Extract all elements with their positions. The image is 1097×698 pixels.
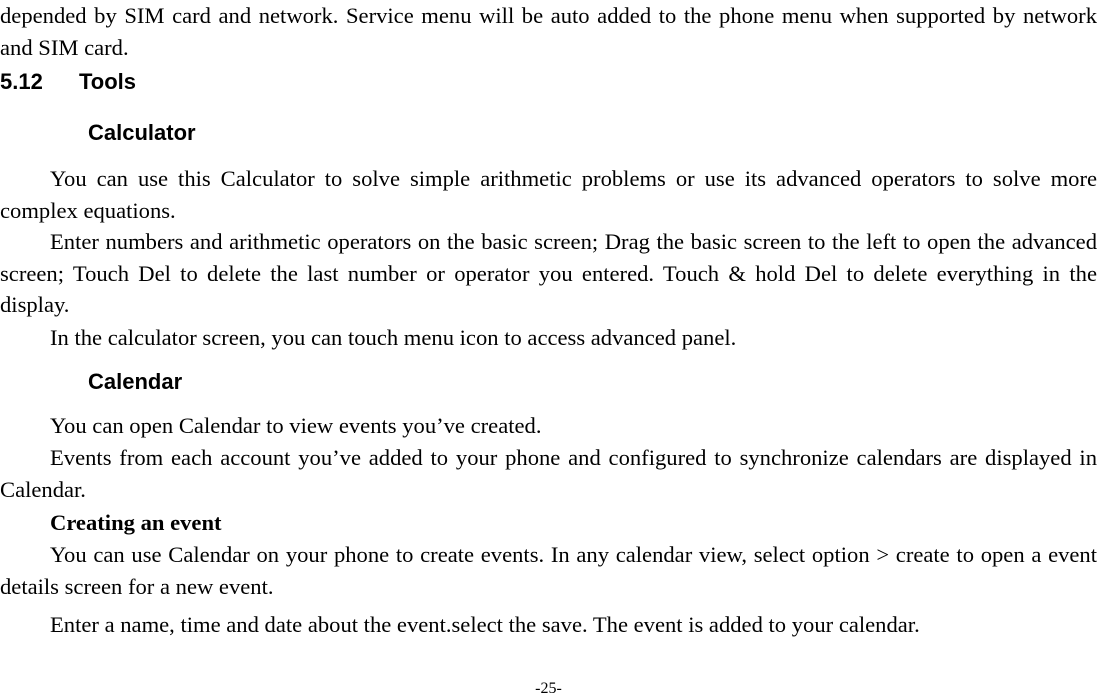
section-number: 5.12 xyxy=(0,69,43,94)
calendar-paragraph-4: Enter a name, time and date about the event.select the save. The event is added to your calendar. xyxy=(50,612,920,637)
calendar-paragraph-3: You can use Calendar on your phone to create events. In any calendar view, select option > create to open a event details screen for a new event. xyxy=(0,542,1097,599)
subsection-calculator-heading: Calculator xyxy=(88,120,196,145)
calculator-paragraph-3: In the calculator screen, you can touch menu icon to access advanced panel. xyxy=(50,325,737,350)
calendar-paragraph-2: Events from each account you’ve added to your phone and configured to synchronize calendars are displayed in Calendar. xyxy=(0,445,1097,502)
page-number: -25- xyxy=(535,680,562,697)
calculator-paragraph-1: You can use this Calculator to solve simple arithmetic problems or use its advanced operators to solve more complex equations. xyxy=(0,166,1097,223)
creating-event-heading: Creating an event xyxy=(50,510,222,535)
section-title: Tools xyxy=(79,69,137,94)
subsection-calendar-heading: Calendar xyxy=(88,369,183,394)
calculator-paragraph-2: Enter numbers and arithmetic operators on the basic screen; Drag the basic screen to the left to open the advanced screen; Touch Del to delete the last number or operator you entered. Touch & hold Del to delete everything in the display. xyxy=(0,229,1097,317)
calendar-paragraph-1: You can open Calendar to view events you’ve created. xyxy=(50,413,542,438)
intro-paragraph: depended by SIM card and network. Service menu will be auto added to the phone menu when supported by network and SIM card. xyxy=(0,3,1097,60)
